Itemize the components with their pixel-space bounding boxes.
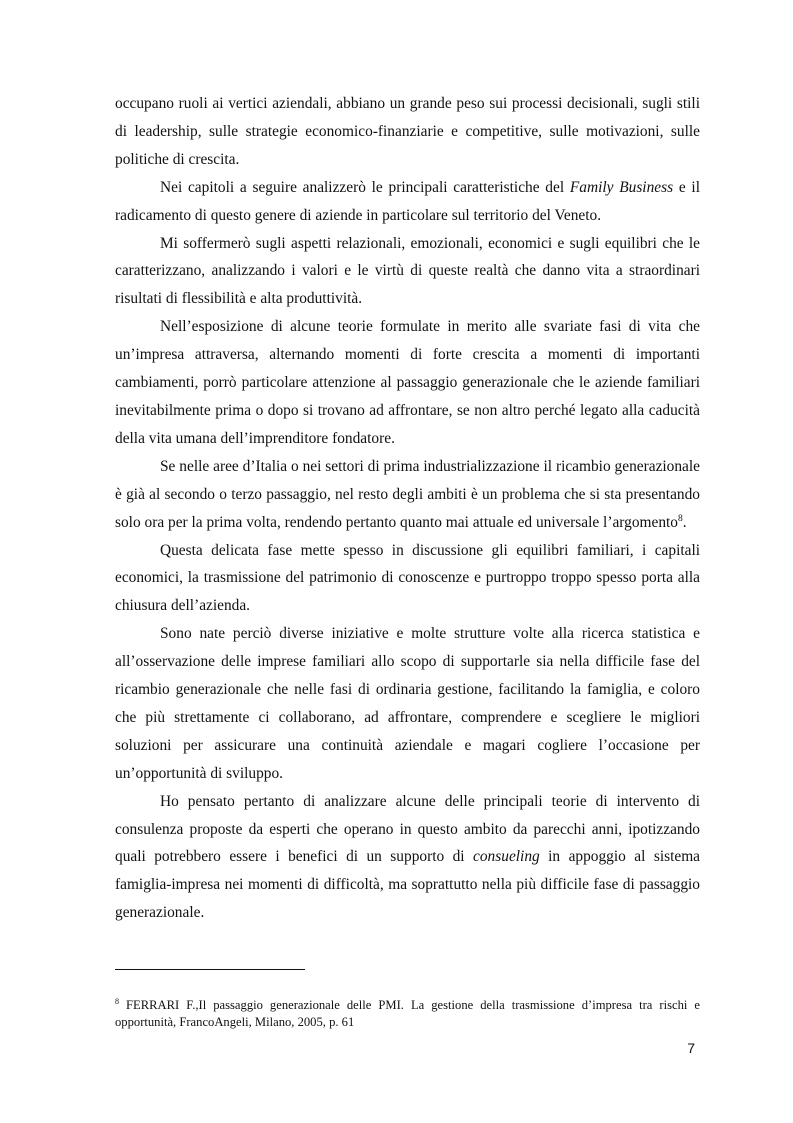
paragraph-text: Nei capitoli a seguire analizzerò le principali caratteristiche del xyxy=(160,178,570,196)
footnote-number: 8 xyxy=(115,996,119,1006)
paragraph-2 xyxy=(115,174,700,230)
footnote-reference[interactable]: 8 xyxy=(678,513,683,524)
paragraph-text: occupano ruoli ai vertici aziendali, abbiano un grande peso sui processi decisionali, sugli stili di leadership, sulle strategie economico-finanziarie e competitive, sulle motivazioni, sulle politiche di crescita. xyxy=(115,95,700,168)
paragraph-text: Sono nate perciò diverse iniziative e molte strutture volte alla ricerca statistica e all’osservazione delle imprese familiari allo scopo di supportarle sia nella difficile fase del ricambio generazionale che nelle fasi di ordinaria gestione, facilitando la famiglia, e coloro che più strettamente ci collaborano, ad affrontare, comprendere e scegliere le migliori soluzioni per assicurare una continuità aziendale e magari cogliere l’occasione per un’opportunità di sviluppo. xyxy=(115,625,700,782)
paragraph-1 xyxy=(115,90,700,174)
paragraph-5 xyxy=(115,453,700,537)
page-number: 7 xyxy=(687,1040,695,1056)
paragraph-text: e il radicamento di questo genere di aziende in particolare sul territorio del Veneto. xyxy=(115,178,700,224)
paragraph-text: Mi soffermerò sugli aspetti relazionali, emozionali, economici e sugli equilibri che le caratterizzano, analizzando i valori e le virtù di queste realtà che danno vita a straordinari risultati di flessibilità e alta produttività. xyxy=(115,234,700,308)
paragraph-text: Nell’esposizione di alcune teorie formulate in merito alle svariate fasi di vita che un’impresa attraversa, alternando momenti di forte crescita a momenti di importanti cambiamenti, porrò particolare attenzione al passaggio generazionale che le aziende familiari inevitabilmente prima o dopo si trovano ad affrontare, se non altro perché legato alla caducità della vita umana dell’imprenditore fondatore. xyxy=(115,318,700,447)
footnote xyxy=(115,997,700,1030)
paragraph-text: Se nelle aree d’Italia o nei settori di prima industrializzazione il ricambio generazionale è già al secondo o terzo passaggio, nel resto degli ambiti è un problema che si sta presentando solo ora per la prima volta, rendendo pertanto quanto mai attuale ed universale l’argomento xyxy=(115,457,700,531)
paragraph-8 xyxy=(115,788,700,928)
paragraph-text: in appoggio al sistema famiglia-impresa nei momenti di difficoltà, ma soprattutto nella più difficile fase di passaggio generazionale. xyxy=(115,848,700,922)
body-text xyxy=(115,90,700,927)
italic-term-family-business: Family Business xyxy=(569,178,674,196)
paragraph-6 xyxy=(115,537,700,621)
footnote-separator xyxy=(115,969,305,970)
paragraph-3 xyxy=(115,230,700,314)
paragraph-7 xyxy=(115,620,700,787)
paragraph-text: Questa delicata fase mette spesso in discussione gli equilibri familiari, i capitali economici, la trasmissione del patrimonio di conoscenze e purtroppo troppo spesso porta alla chiusura dell’azienda. xyxy=(115,541,700,615)
paragraph-4 xyxy=(115,313,700,453)
paragraph-text: . xyxy=(682,513,687,531)
italic-term-consueling: consueling xyxy=(473,848,540,866)
footnote-text: FERRARI F.,Il passaggio generazionale delle PMI. La gestione della trasmissione d’impresa tra rischi e opportunità, FrancoAngeli, Milano, 2005, p. 61 xyxy=(115,998,700,1029)
paragraph-text: Ho pensato pertanto di analizzare alcune delle principali teorie di intervento di consulenza proposte da esperti che operano in questo ambito da parecchi anni, ipotizzando quali potrebbero essere i benefici di un supporto di xyxy=(115,792,700,866)
